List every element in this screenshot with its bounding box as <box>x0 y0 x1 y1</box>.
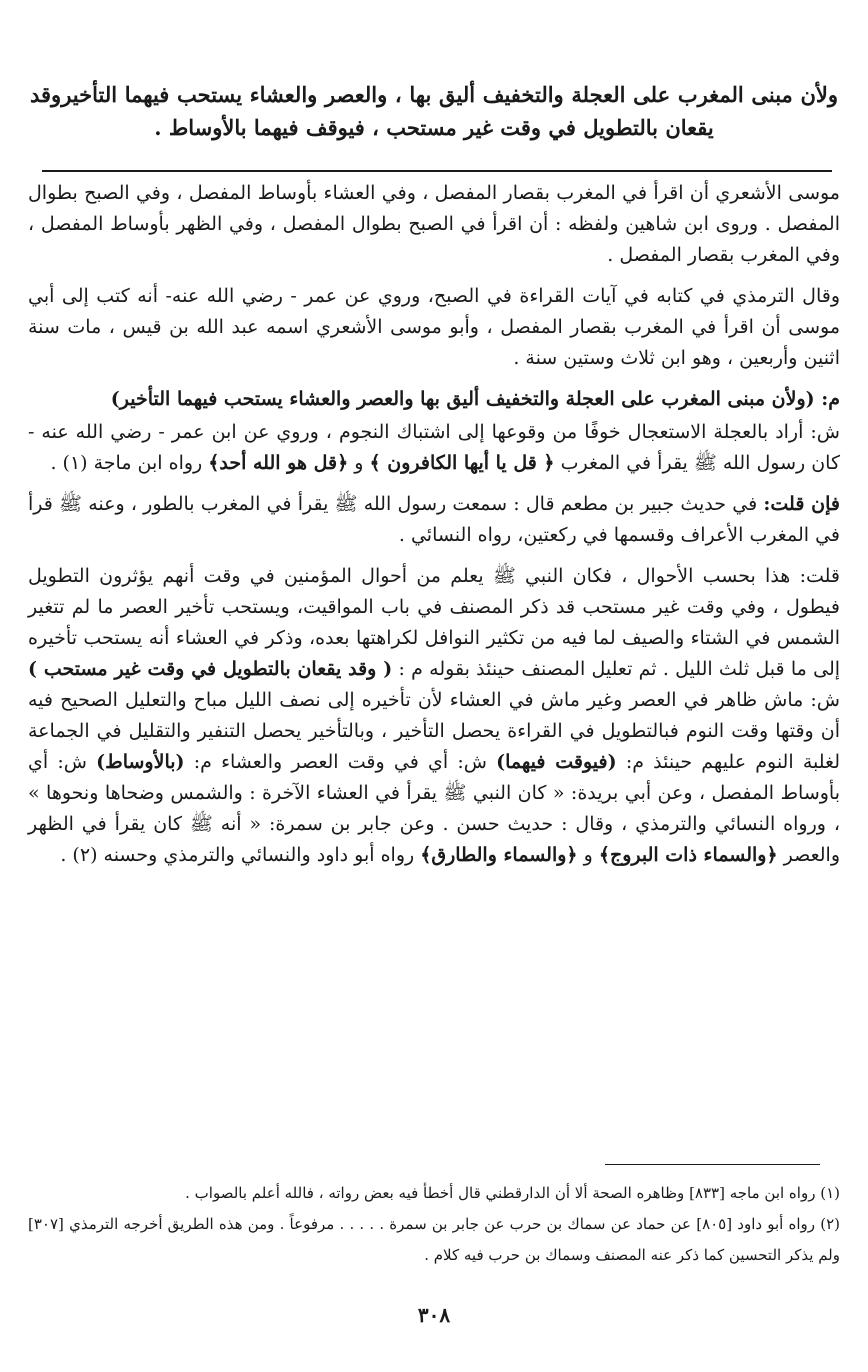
footnote-1: (١) رواه ابن ماجه [٨٣٣] وظاهره الصحة ألا أن الدارقطني قال أخطأ فيه بعض رواته ، فالله أعلم بالصواب . <box>185 1184 840 1202</box>
commentary-paragraph-6 <box>28 561 840 871</box>
answer-text: ش: ماش ظاهر في العصر وغير ماش في العشاء لأن تأخيره إلى نصف الليل مباح والتعليل الصحيح فيه أن وقتها وقت النوم فبالتطويل في القراءة يحصل التأخير ، وبالتأخير يحصل التنفير والتقليل في الجماعة لغلبة النوم عليهم حينئذ م: <box>28 689 840 773</box>
surah-citation: ﴿والسماء والطارق﴾ <box>420 844 578 866</box>
question-lead: فإن قلت: <box>763 493 840 515</box>
matn-quote: (فيوقت فيهما) <box>496 751 617 773</box>
footnotes-block <box>28 1178 840 1271</box>
answer-text: قلت: هذا بحسب الأحوال ، فكان النبي ﷺ يعلم من أحوال المؤمنين في وقت أنهم يؤثرون التطويل فيطول ، وفي وقت غير مستحب قد ذكر المصنف في باب المواقيت، ويستحب تأخير العصر ما لم تتغير الشمس في الشتاء والصيف لما فيه من تكثير النوافل لكراهتها بعده، وذكر في العشاء أنه يستحب تأخيره إلى ما قبل ثلث الليل . ثم تعليل المصنف حينئذ بقوله م : <box>28 565 841 680</box>
surah-citation: ﴿والسماء ذات البروج﴾ <box>598 844 778 866</box>
commentary-paragraph-5 <box>28 489 840 551</box>
matn-paragraph: ولأن مبنى المغرب على العجلة والتخفيف أليق بها ، والعصر والعشاء يستحب فيهما التأخيروقد يقعان بالتطويل في وقت غير مستحب ، فيوقف فيهما بالأوساط . <box>30 82 838 140</box>
commentary-paragraph-2: وقال الترمذي في كتابه في آيات القراءة في الصبح، وروي عن عمر - رضي الله عنه- أنه كتب إلى أبي موسى أن اقرأ في المغرب بقصار المفصل ، وأبو موسى الأشعري اسمه عبد الله بن قيس ، مات سنة اثنين وأربعين ، وهو ابن ثلاث وستين سنة . <box>28 285 840 369</box>
footnote-2: (٢) رواه أبو داود [٨٠٥] عن حماد عن سماك بن حرب عن جابر بن سمرة . . . . . مرفوعاً . ومن هذه الطريق أخرجه الترمذي [٣٠٧] ولم يذكر التحسين كما ذكر عنه المصنف وسماك بن حرب فيه كلام . <box>28 1215 841 1264</box>
conjunction: و <box>354 452 364 474</box>
question-text: في حديث جبير بن مطعم قال : سمعت رسول الله ﷺ يقرأ في المغرب بالطور ، وعنه ﷺ قرأ في المغرب الأعراف وقسمها في ركعتين، رواه النسائي . <box>28 493 840 546</box>
commentary-paragraph-4 <box>28 417 840 479</box>
sharh-text: ش: أراد بالعجلة الاستعجال خوفًا من وقوعها إلى اشتباك النجوم ، وروي عن ابن عمر - رضي الله عنه - كان رسول الله ﷺ يقرأ في المغرب <box>28 421 840 474</box>
matn-quote: ( وقد يقعان بالتطويل في وقت غير مستحب ) <box>28 658 393 680</box>
commentary-block <box>28 178 840 881</box>
commentary-paragraph-1: موسى الأشعري أن اقرأ في المغرب بقصار المفصل ، وفي العشاء بأوساط المفصل ، وفي الصبح بطوال المفصل . وروى ابن شاهين ولفظه : أن اقرأ في الصبح بطوال المفصل ، وفي الظهر بأوساط المفصل ، وفي المغرب بقصار المفصل . <box>28 182 840 266</box>
answer-text: رواه أبو داود والنسائي والترمذي وحسنه (٢) . <box>60 844 415 866</box>
matn-divider-line <box>42 170 832 172</box>
matn-text-block <box>30 78 838 144</box>
conjunction: و <box>583 844 593 866</box>
matn-quote: (بالأوساط) <box>96 751 185 773</box>
matn-quote-heading: م: (ولأن مبنى المغرب على العجلة والتخفيف أليق بها والعصر والعشاء يستحب فيهما التأخير) <box>110 388 840 410</box>
answer-text: ش: أي بأوساط المفصل ، وعن أبي بريدة: « كان النبي ﷺ يقرأ في العشاء الآخرة : والشمس وضحاها ونحوها » ، ورواه النسائي والترمذي ، وقال : حديث حسن . وعن جابر بن سمرة: « أنه ﷺ كان يقرأ في الظهر والعصر <box>28 751 840 866</box>
surah-citation: ﴿قل هو الله أحد﴾ <box>208 452 349 474</box>
surah-citation: ﴿ قل يا أيها الكافرون ﴾ <box>369 452 555 474</box>
footnote-divider-line <box>605 1164 820 1165</box>
citation-text: رواه ابن ماجة (١) . <box>50 452 203 474</box>
answer-text: ش: أي في وقت العصر والعشاء م: <box>193 751 487 773</box>
page-number: ٣٠٨ <box>417 1303 451 1327</box>
